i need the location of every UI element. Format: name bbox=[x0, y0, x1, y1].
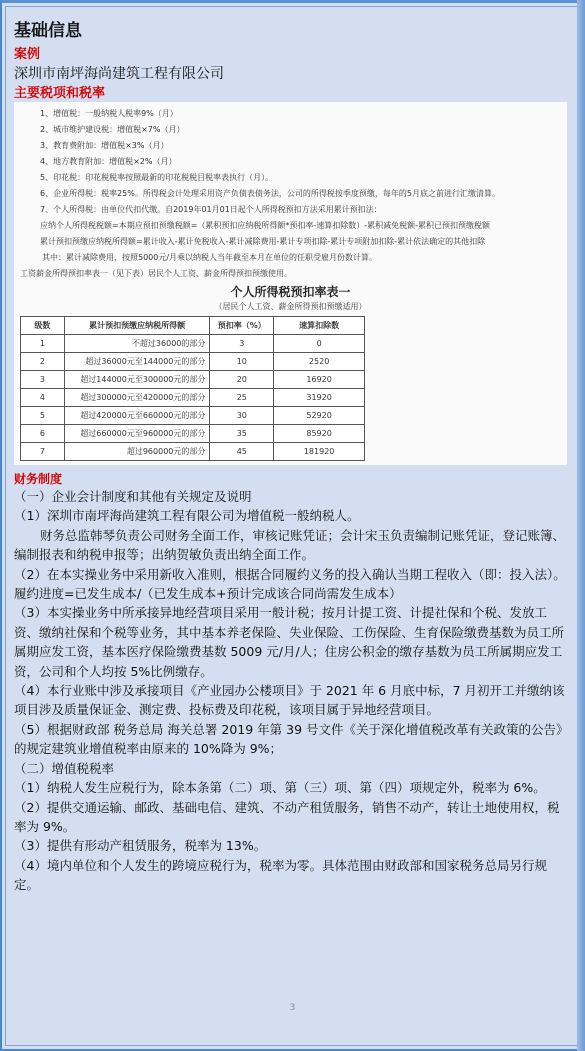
paragraph: 履约进度=已发生成本/（已发生成本+预计完成该合同尚需发生成本） bbox=[14, 586, 402, 602]
table-cell: 31920 bbox=[274, 389, 365, 407]
paragraph: （二）增值税税率 bbox=[14, 760, 115, 776]
tax-line: 3、教育费附加：增值税×3%（月） bbox=[40, 141, 169, 150]
tax-line: 7、个人所得税：由单位代扣代缴。自2019年01月01日起个人所得税预扣方法采用累计预扣法： bbox=[40, 205, 382, 214]
table-subtitle: （居民个人工资、薪金所得预扣预缴适用） bbox=[214, 302, 367, 311]
tax-line: 累计预扣预缴应纳税所得额=累计收入-累计免税收入-累计减除费用-累计专项扣除-累计专项附加扣除-累计依法确定的其他扣除 bbox=[40, 237, 486, 246]
paragraph: （1）纳税人发生应税行为，除本条第（二）项、第（三）项、第（四）项规定外，税率为 6%。 bbox=[14, 780, 546, 796]
table-title: 个人所得税预扣率表一 bbox=[230, 285, 351, 299]
paragraph: （3）提供有形动产租赁服务，税率为 13%。 bbox=[14, 838, 267, 854]
paragraph: （4）境内单位和个人发生的跨境应税行为，税率为零。具体范围由财政部和国家税务总局另行规定。 bbox=[14, 857, 547, 893]
table-row bbox=[21, 335, 365, 353]
table-cell: 0 bbox=[274, 335, 365, 353]
paragraph: （2）提供交通运输、邮政、基础电信、建筑、不动产租赁服务，销售不动产，转让土地使用权，税率为 9%。 bbox=[14, 799, 560, 834]
paragraph: （2）在本实操业务中采用新收入准则，根据合同履约义务的投入确认当期工程收入（即：投入法）。 bbox=[14, 566, 566, 582]
table-cell: 1 bbox=[21, 335, 65, 353]
table-row bbox=[21, 353, 365, 371]
table-cell: 85920 bbox=[274, 425, 365, 443]
page-number: 3 bbox=[289, 1003, 296, 1013]
tax-heading: 主要税项和税率 bbox=[14, 86, 106, 101]
col-header: 预扣率（%） bbox=[210, 317, 274, 335]
tax-line: 2、城市维护建设税：增值税×7%（月） bbox=[40, 125, 185, 134]
table-row bbox=[21, 371, 365, 389]
table-cell: 3 bbox=[210, 335, 274, 353]
document-content bbox=[14, 16, 570, 895]
finance-section bbox=[14, 471, 570, 895]
paragraph: （一）企业会计制度和其他有关规定及说明 bbox=[14, 489, 252, 504]
paragraph: （5）根据财政部 税务总局 海关总署 2019 年第 39 号文件《关于深化增值税改革有关政策的公告》的规定建筑业增值税率由原来的 10%降为 9%； bbox=[14, 721, 569, 757]
col-header: 累计预扣预缴应纳税所得额 bbox=[64, 317, 210, 335]
table-cell: 超过300000元至420000元的部分 bbox=[64, 389, 210, 407]
table-cell: 20 bbox=[210, 371, 274, 389]
col-header: 速算扣除数 bbox=[274, 317, 365, 335]
tax-line: 1、增值税：一般纳税人税率9%（月） bbox=[40, 109, 178, 118]
case-heading: 案例 bbox=[14, 47, 41, 62]
table-cell: 超过144000元至300000元的部分 bbox=[64, 371, 210, 389]
table-cell: 25 bbox=[210, 389, 274, 407]
page-title: 基础信息 bbox=[14, 21, 82, 41]
finance-heading: 财务制度 bbox=[14, 472, 63, 486]
paragraph: （3）本实操业务中所承接异地经营项目采用一般计税；按月计提工资、计提社保和个税、发放工资、缴纳社保和个税等业务，其中基本养老保险、失业保险、工伤保险、生育保险缴费基数为员工所属期应发工资，基本医疗保险缴费基数 5009 元/月/人；住房公积金的缴存基数为员工所属期应发工资，公司和个人均按 5%比例缴存。 bbox=[14, 605, 565, 679]
table-cell: 52920 bbox=[274, 407, 365, 425]
table-cell: 超过420000元至660000元的部分 bbox=[64, 407, 210, 425]
paragraph: （1）深圳市南坪海尚建筑工程有限公司为增值税一般纳税人。 bbox=[14, 508, 360, 524]
table-row bbox=[21, 407, 365, 425]
tax-line: 其中：累计减除费用，按照5000元/月乘以纳税人当年截至本月在单位的任职受雇月份数计算。 bbox=[42, 253, 378, 262]
table-header-row bbox=[21, 317, 365, 335]
tax-line: 应纳个人所得税税额=本期应预扣预缴税额=（累积预扣应纳税所得额*预扣率-速算扣除数）-累积减免税额-累积已预扣预缴税额 bbox=[40, 221, 491, 230]
table-cell: 超过660000元至960000元的部分 bbox=[64, 425, 210, 443]
table-cell: 30 bbox=[210, 407, 274, 425]
table-cell: 2520 bbox=[274, 353, 365, 371]
table-cell: 4 bbox=[21, 389, 65, 407]
col-header: 级数 bbox=[21, 317, 65, 335]
table-cell: 10 bbox=[210, 353, 274, 371]
table-cell: 16920 bbox=[274, 371, 365, 389]
table-row bbox=[21, 443, 365, 461]
table-cell: 不超过36000的部分 bbox=[64, 335, 210, 353]
table-cell: 2 bbox=[21, 353, 65, 371]
table-cell: 5 bbox=[21, 407, 65, 425]
table-cell: 7 bbox=[21, 443, 65, 461]
table-cell: 超过960000元的部分 bbox=[64, 443, 210, 461]
company-name: 深圳市南坪海尚建筑工程有限公司 bbox=[14, 66, 224, 82]
paragraph: 财务总监韩琴负责公司财务全面工作，审核记账凭证；会计宋玉负责编制记账凭证，登记账簿、编制报表和纳税申报等；出纳贺敏负责出纳全面工作。 bbox=[14, 527, 566, 563]
paragraph: （4）本行业账中涉及承接项目《产业园办公楼项目》于 2021 年 6 月底中标，7 月初开工并缴纳该项目涉及质量保证金、测定费、投标费及印花税，该项目属于异地经营项目。 bbox=[14, 683, 565, 718]
tax-line: 4、地方教育附加：增值税×2%（月） bbox=[40, 157, 177, 166]
tax-rate-table bbox=[20, 316, 365, 461]
tax-line: 5、印花税：印花税税率按照最新的印花税税目税率表执行（月）。 bbox=[40, 173, 274, 182]
tax-info-image bbox=[14, 102, 567, 465]
table-cell: 181920 bbox=[274, 443, 365, 461]
tax-line: 工资薪金所得预扣率表一（见下表）居民个人工资、薪金所得预扣预缴使用。 bbox=[20, 269, 292, 278]
table-cell: 45 bbox=[210, 443, 274, 461]
window-scroll-edge[interactable] bbox=[577, 0, 585, 1051]
table-row bbox=[21, 425, 365, 443]
table-cell: 6 bbox=[21, 425, 65, 443]
table-cell: 35 bbox=[210, 425, 274, 443]
table-row bbox=[21, 389, 365, 407]
tax-line: 6、企业所得税：税率25%。所得税会计处理采用资产负债表债务法，公司的所得税按季度预缴，每年的5月底之前进行汇缴清算。 bbox=[40, 189, 500, 198]
table-cell: 超过36000元至144000元的部分 bbox=[64, 353, 210, 371]
table-cell: 3 bbox=[21, 371, 65, 389]
